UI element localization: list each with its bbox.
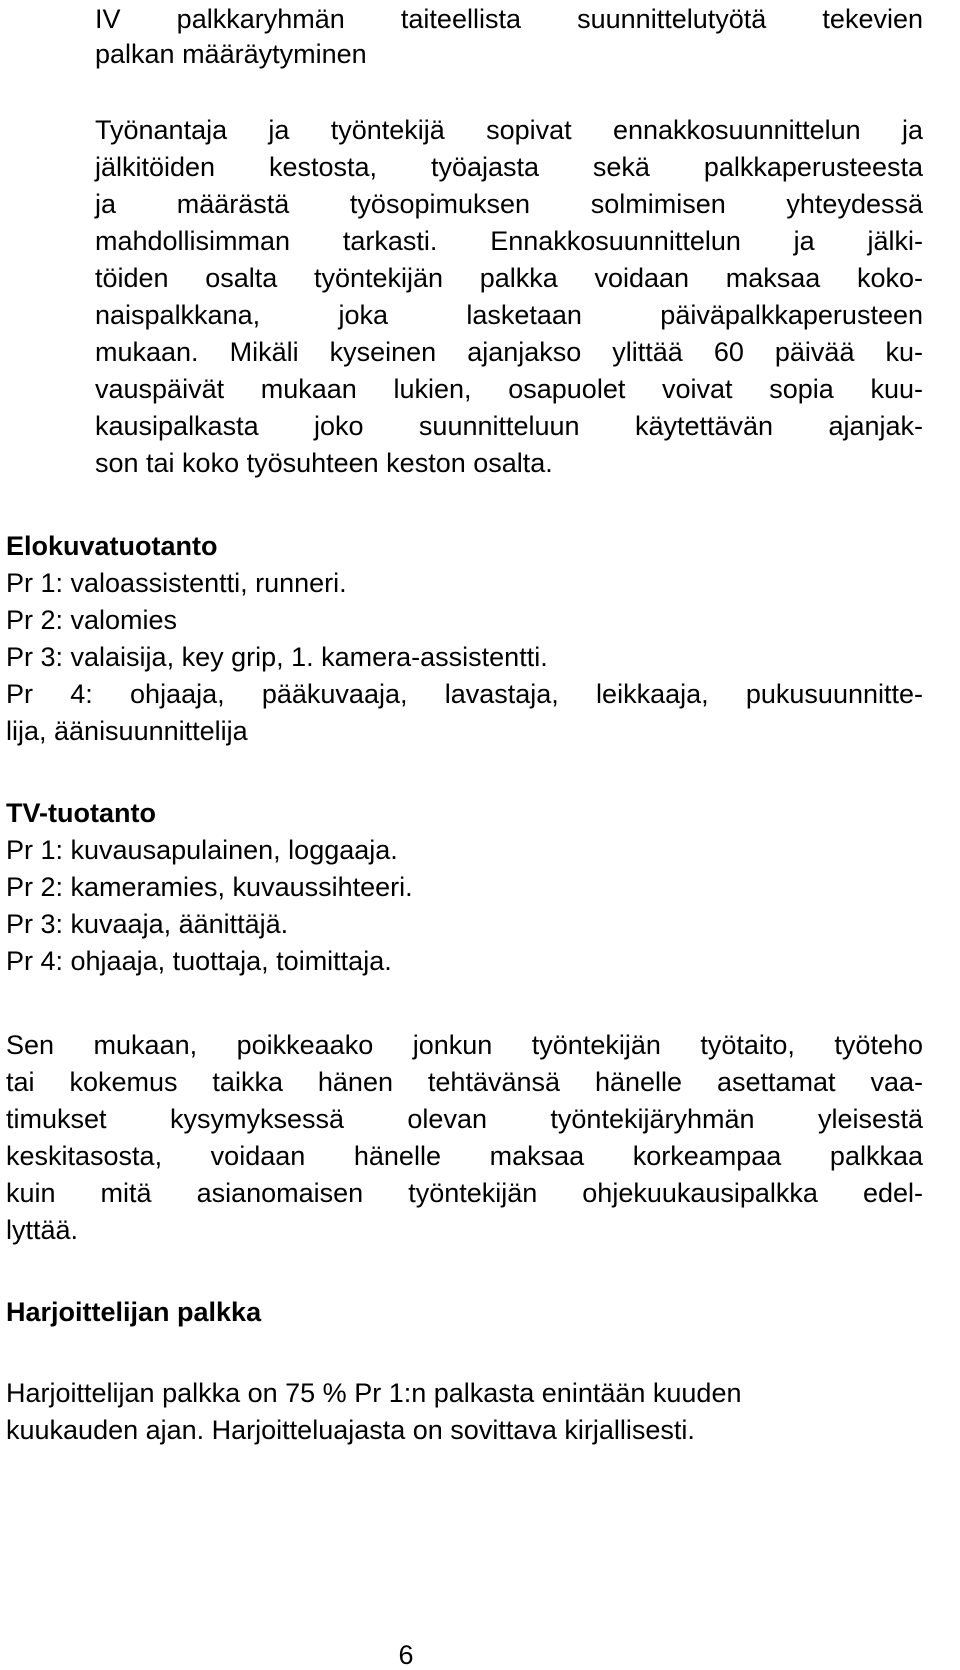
tv-tuotanto-line: Pr 3: kuvaaja, äänittäjä. (6, 909, 289, 939)
harjoittelija-line: Harjoittelijan palkka on 75 % Pr 1:n palkasta enintään kuuden (6, 1378, 742, 1408)
paragraph-line: timukset kysymyksessä olevan työntekijäryhmän yleisestä (6, 1104, 923, 1134)
section-iv-title-line: IV palkkaryhmän taiteellista suunnittelutyötä tekevien (95, 4, 923, 34)
section-iv-paragraph-line: ja määrästä työsopimuksen solmimisen yhteydessä (95, 189, 923, 219)
elokuvatuotanto-line: Pr 1: valoassistentti, runneri. (6, 568, 347, 598)
elokuvatuotanto-heading: Elokuvatuotanto (6, 531, 218, 561)
paragraph-line: tai kokemus taikka hänen tehtävänsä hänelle asettamat vaa- (6, 1067, 923, 1097)
elokuvatuotanto-line: lija, äänisuunnittelija (6, 716, 248, 746)
harjoittelija-line: kuukauden ajan. Harjoitteluajasta on sovittava kirjallisesti. (6, 1415, 695, 1445)
paragraph-line: Sen mukaan, poikkeaako jonkun työntekijän työtaito, työteho (6, 1030, 923, 1060)
page-number: 6 (398, 1640, 414, 1670)
section-iv-paragraph-line: Työnantaja ja työntekijä sopivat ennakkosuunnittelun ja (95, 115, 923, 145)
elokuvatuotanto-line: Pr 3: valaisija, key grip, 1. kamera-assistentti. (6, 642, 548, 672)
section-iv-paragraph-line: mahdollisimman tarkasti. Ennakkosuunnittelun ja jälki- (95, 226, 923, 256)
paragraph-line: kuin mitä asianomaisen työntekijän ohjekuukausipalkka edel- (6, 1178, 923, 1208)
elokuvatuotanto-line: Pr 4: ohjaaja, pääkuvaaja, lavastaja, leikkaaja, pukusuunnitte- (6, 679, 923, 709)
harjoittelijan-palkka-heading: Harjoittelijan palkka (6, 1297, 262, 1327)
section-iv-paragraph-line: vauspäivät mukaan lukien, osapuolet voivat sopia kuu- (95, 374, 923, 404)
paragraph-line: lyttää. (6, 1215, 79, 1245)
section-iv-paragraph-line: mukaan. Mikäli kyseinen ajanjakso ylittää 60 päivää ku- (95, 337, 923, 367)
section-iv-title-line: palkan määräytyminen (95, 39, 367, 69)
section-iv-paragraph-line: naispalkkana, joka lasketaan päiväpalkkaperusteen (95, 300, 923, 330)
section-iv-paragraph-line: jälkitöiden kestosta, työajasta sekä palkkaperusteesta (95, 152, 923, 182)
tv-tuotanto-heading: TV-tuotanto (6, 798, 156, 828)
elokuvatuotanto-line: Pr 2: valomies (6, 605, 178, 635)
tv-tuotanto-line: Pr 4: ohjaaja, tuottaja, toimittaja. (6, 946, 392, 976)
tv-tuotanto-line: Pr 2: kameramies, kuvaussihteeri. (6, 872, 413, 902)
section-iv-paragraph-line: son tai koko työsuhteen keston osalta. (95, 448, 553, 478)
paragraph-line: keskitasosta, voidaan hänelle maksaa korkeampaa palkkaa (6, 1141, 923, 1171)
section-iv-paragraph-line: kausipalkasta joko suunnitteluun käytettävän ajanjak- (95, 411, 923, 441)
tv-tuotanto-line: Pr 1: kuvausapulainen, loggaaja. (6, 835, 398, 865)
section-iv-paragraph-line: töiden osalta työntekijän palkka voidaan maksaa koko- (95, 263, 923, 293)
